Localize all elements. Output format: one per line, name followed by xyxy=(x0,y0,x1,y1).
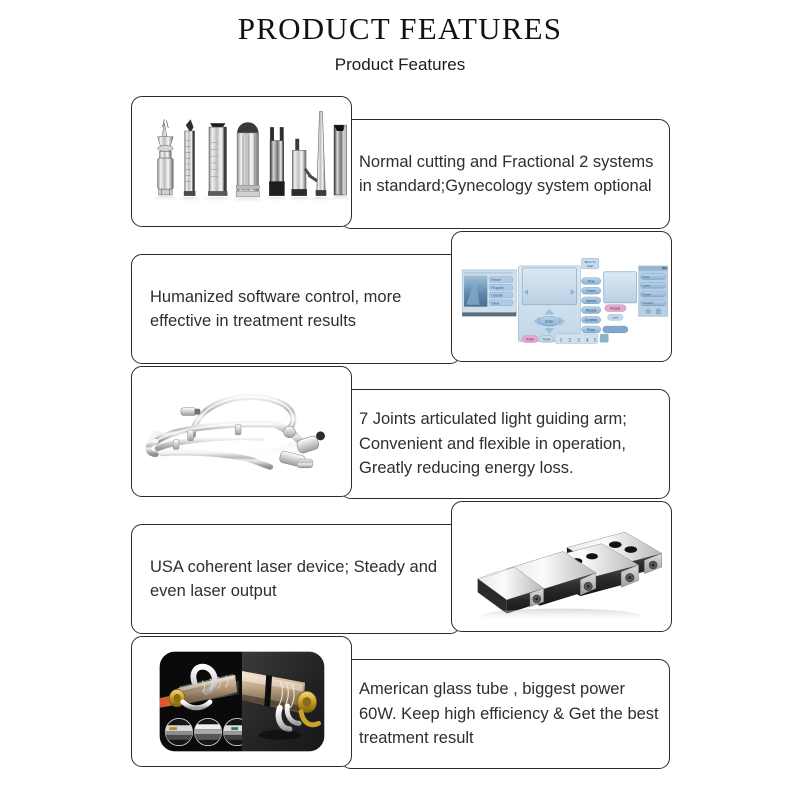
coherent-laser-modules-photo xyxy=(453,503,670,630)
svg-text:Operate: Operate xyxy=(491,293,504,298)
svg-text:2: 2 xyxy=(568,337,572,344)
svg-text:Start: Start xyxy=(586,263,594,268)
software-control-panel-photo xyxy=(453,233,670,360)
svg-text:1: 1 xyxy=(559,337,563,344)
american-glass-tube-photo xyxy=(133,638,350,765)
feature-text: Normal cutting and Fractional 2 systems in standard;Gynecology system optional xyxy=(359,152,654,195)
svg-text:Program: Program xyxy=(491,285,504,290)
feature-text-box xyxy=(340,389,670,499)
page-subtitle: Product Features xyxy=(334,55,466,75)
svg-text:Ready: Ready xyxy=(610,306,621,311)
svg-text:Place: Place xyxy=(586,327,596,332)
svg-text:Dose: Dose xyxy=(642,274,650,279)
laser-handpiece-tips-graphic xyxy=(133,98,350,225)
feature-text: American glass tube , biggest power 60W. Keep high efficiency & Get the best treatment result xyxy=(359,680,659,748)
laser-handpiece-tips-photo xyxy=(133,98,350,225)
svg-text:Laser: Laser xyxy=(642,283,651,288)
page-header xyxy=(0,0,800,75)
articulated-arm-graphic xyxy=(133,368,350,495)
svg-text:Value: Value xyxy=(491,301,500,306)
svg-text:5: 5 xyxy=(593,337,597,344)
svg-text:Back To: Back To xyxy=(584,260,596,265)
glass-tube-graphic xyxy=(133,638,350,765)
svg-text:Confirm: Confirm xyxy=(642,301,654,306)
svg-text:Speed: Speed xyxy=(586,298,596,303)
feature-text: Humanized software control, more effective in treatment results xyxy=(150,287,402,330)
feature-list xyxy=(0,96,800,771)
software-control-panel-graphic xyxy=(453,233,670,360)
feature-text: USA coherent laser device; Steady and even laser output xyxy=(150,557,438,600)
feature-row xyxy=(0,366,800,501)
feature-text-box xyxy=(131,524,461,634)
feature-row xyxy=(0,501,800,636)
feature-text: 7 Joints articulated light guiding arm; Convenient and flexible in operation, Greatly reducing energy loss. xyxy=(359,410,627,478)
svg-text:Power: Power xyxy=(586,289,596,294)
svg-text:Tools: Tools xyxy=(542,337,551,342)
feature-row xyxy=(0,636,800,771)
feature-text-box xyxy=(340,659,670,769)
svg-text:3: 3 xyxy=(577,337,580,344)
svg-text:4: 4 xyxy=(585,337,589,344)
svg-text:Preset: Preset xyxy=(491,278,501,283)
feature-row xyxy=(0,96,800,231)
feature-row xyxy=(0,231,800,366)
svg-text:Duration: Duration xyxy=(584,318,598,323)
feature-image-box xyxy=(131,366,352,497)
coherent-laser-modules-graphic xyxy=(453,503,670,630)
svg-text:Power: Power xyxy=(642,292,652,297)
svg-text:Enter: Enter xyxy=(545,319,554,324)
svg-text:Knife: Knife xyxy=(526,337,534,342)
svg-text:Lock: Lock xyxy=(612,315,619,320)
feature-image-box xyxy=(131,96,352,227)
svg-text:Repeat: Repeat xyxy=(585,308,597,313)
page-title: PRODUCT FEATURES xyxy=(237,11,563,46)
svg-text:Time: Time xyxy=(587,279,595,284)
feature-image-box xyxy=(131,636,352,767)
articulated-light-guiding-arm-photo xyxy=(133,368,350,495)
feature-text-box xyxy=(340,119,670,229)
feature-image-box xyxy=(451,501,672,632)
feature-image-box xyxy=(451,231,672,362)
feature-text-box xyxy=(131,254,461,364)
